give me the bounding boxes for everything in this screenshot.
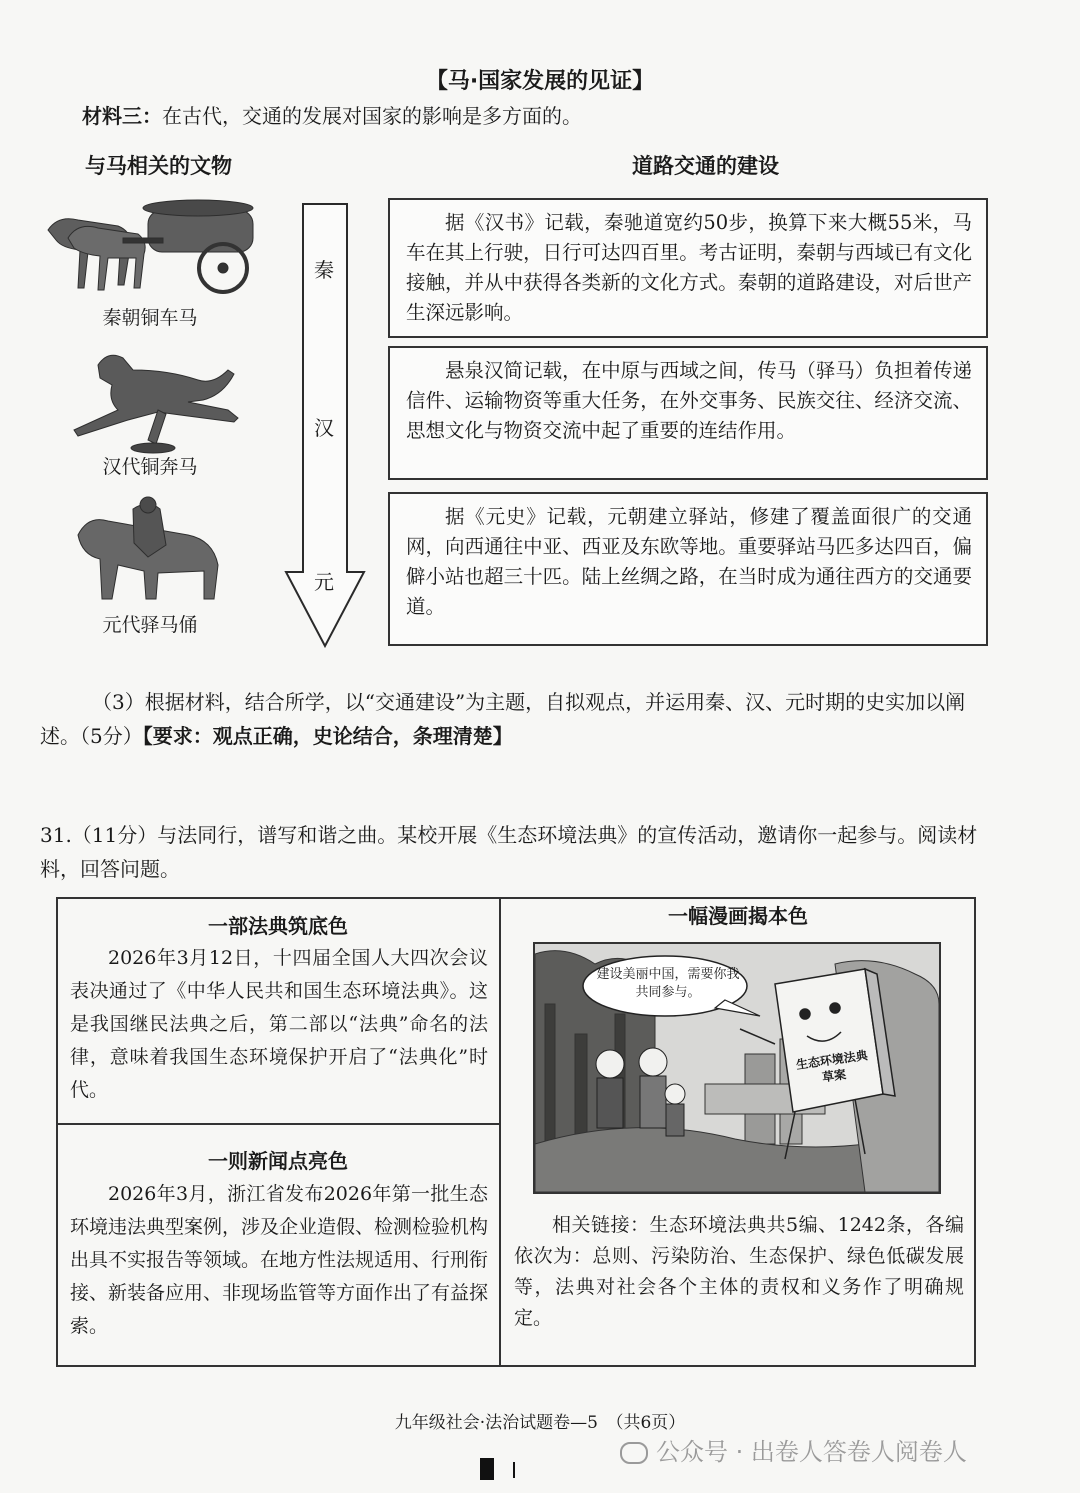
page-mark xyxy=(480,1458,494,1480)
panel-comic-link-text: 相关链接：生态环境法典共5编、1242条，各编依次为：总则、污染防治、生态保护、绿色低碳发展等，法典对社会各个主体的责权和义务作了明确规定。 xyxy=(514,1214,964,1329)
timeline-label-han: 汉 xyxy=(314,416,334,440)
question-3-requirement: 【要求：观点正确，史论结合，条理清楚】 xyxy=(142,724,513,748)
question-31: 31.（11分）与法同行，谱写和谐之曲。某校开展《生态环境法典》的宣传活动，邀请你一起参与。阅读材料，回答问题。 xyxy=(40,823,978,881)
galloping-horse-image xyxy=(38,340,263,458)
section-title: 【马·国家发展的见证】 xyxy=(425,69,655,94)
watermark-text: 公众号 · 出卷人答卷人阅卷人 xyxy=(656,1438,967,1466)
page-footer: 九年级社会·法治试题卷—5 （共6页） xyxy=(394,1413,686,1433)
panel-code-title: 一部法典筑底色 xyxy=(208,914,348,938)
question-3 xyxy=(40,685,1000,753)
material-three-intro xyxy=(82,100,582,129)
comic-image xyxy=(533,942,941,1194)
watermark xyxy=(620,1432,967,1467)
post-horse-figurine-image xyxy=(38,495,263,605)
artifact-caption: 秦朝铜车马 xyxy=(102,307,198,329)
panel-news-text: 2026年3月，浙江省发布2026年第一批生态环境违法典型案例，涉及企业造假、检测检验机构出具不实报告等领域。在地方性法规适用、行刑衔接、新装备应用、非现场监管等方面作出了有益探索。 xyxy=(70,1183,489,1337)
roads-heading: 道路交通的建设 xyxy=(632,154,779,178)
wechat-icon xyxy=(620,1442,648,1464)
han-road-box: 悬泉汉简记载，在中原与西域之间，传马（驿马）负担着传递信件、运输物资等重大任务，在外交事务、民族交往、经济交流、思想文化与物资交流中起了重要的连结作用。 xyxy=(388,346,988,480)
panel-news-title: 一则新闻点亮色 xyxy=(208,1149,348,1173)
yuan-road-box: 据《元史》记载，元朝建立驿站，修建了覆盖面很广的交通网，向西通往中亚、西亚及东欧等地。重要驿站马匹多达四百，偏僻小站也超三十匹。陆上丝绸之路，在当时成为通往西方的交通要道。 xyxy=(388,492,988,646)
artifact-caption: 元代驿马俑 xyxy=(102,614,198,636)
material-text: 在古代，交通的发展对国家的影响是多方面的。 xyxy=(162,104,582,128)
material-label: 材料三： xyxy=(82,104,162,128)
question-3-text: （3）根据材料，结合所学，以“交通建设”为主题，自拟观点，并运用秦、汉、元时期的史实加以阐述。（5分） xyxy=(40,690,966,748)
grid-vertical-divider xyxy=(499,897,501,1367)
page-mark xyxy=(513,1462,515,1478)
comic-book-label: 生态环境法典草案 xyxy=(795,1048,869,1085)
timeline-label-qin: 秦 xyxy=(314,258,334,282)
grid-horizontal-divider xyxy=(56,1123,500,1125)
timeline-label-yuan: 元 xyxy=(314,570,334,594)
artifact-caption: 汉代铜奔马 xyxy=(102,456,198,478)
comic-speech-bubble: 建设美丽中国，需要你我共同参与。 xyxy=(596,967,740,1000)
bronze-chariot-image xyxy=(38,190,263,302)
artifacts-heading: 与马相关的文物 xyxy=(85,154,232,178)
qin-road-box: 据《汉书》记载，秦驰道宽约50步，换算下来大概55米，马车在其上行驶，日行可达四百里。考古证明，秦朝与西域已有文化接触，并从中获得各类新的文化方式。秦朝的道路建设，对后世产生深远影响。 xyxy=(388,198,988,338)
panel-comic-title: 一幅漫画揭本色 xyxy=(668,904,808,928)
panel-code-text: 2026年3月12日，十四届全国人大四次会议表决通过了《中华人民共和国生态环境法典》。这是我国继民法典之后，第二部以“法典”命名的法律，意味着我国生态环境保护开启了“法典化”时代。 xyxy=(70,947,488,1101)
